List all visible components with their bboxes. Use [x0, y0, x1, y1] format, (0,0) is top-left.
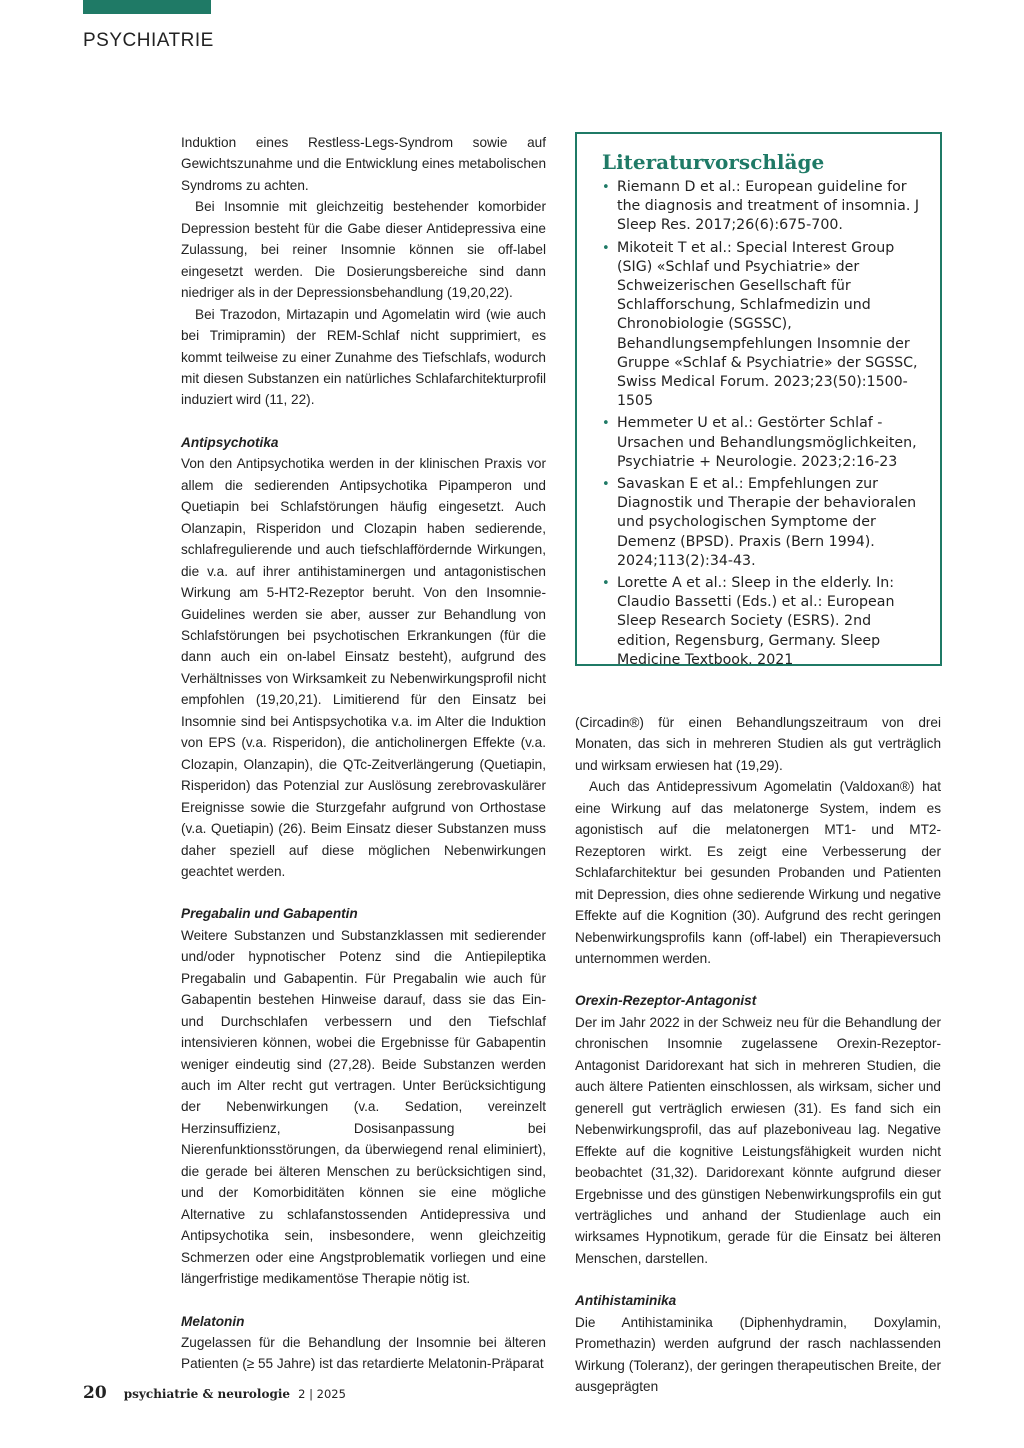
literature-item: • Riemann D et al.: European guideline for the diagnosis and treatment of insomnia. J Sleep Res. 2017;26(6):675-700. [602, 179, 920, 234]
subheading-orexin: Orexin-Rezeptor-Antagonist [575, 993, 757, 1009]
literature-box [575, 132, 942, 666]
bullet-icon: • [602, 576, 610, 592]
subheading-melatonin: Melatonin [181, 1313, 245, 1329]
paragraph: Auch das Antidepressivum Agomelatin (Valdoxan®) hat eine Wirkung auf das melatonerge System, indem es agonistisch auf die melatonergen MT1- und MT2-Rezeptoren wirkt. Es zeigt eine Verbesserung der Schlafarchitektur bei gesunden Probanden und Patienten mit Depression, dies ohne sedierende Wirkung und negative Effekte auf die Kognition (30). Aufgrund des recht geringen Nebenwirkungsprofils kann (off-label) ein Therapieversuch unternommen werden. [575, 779, 941, 966]
bullet-icon: • [602, 180, 610, 195]
paragraph: (Circadin®) für einen Behandlungszeitraum von drei Monaten, das sich in mehreren Studien als gut verträglich und wirksam erwiesen hat (19,29). [575, 715, 941, 773]
paragraph: Die Antihistaminika (Diphenhydramin, Doxylamin, Promethazin) werden aufgrund der rasch nachlassenden Wirkung (Toleranz), der geringen therapeutischen Breite, der ausgeprägten [575, 1314, 941, 1395]
page-footer [83, 1383, 346, 1403]
literature-item: • Hemmeter U et al.: Gestörter Schlaf - Ursachen und Behandlungsmöglichkeiten, Psychiatrie + Neurologie. 2023;2:16-23 [602, 415, 917, 470]
paragraph: Von den Antipsychotika werden in der klinischen Praxis vor allem die sedierenden Antipsychotika Pipamperon und Quetiapin bei Schlafstörungen häufig eingesetzt. Auch Olanzapin, Risperidon und Clozapin haben sedierende, schlafregulierende und auch tiefschlaffördernde Wirkungen, die v.a. auf ihrer antihistaminergen und antagonistischen Wirkung am 5-HT2-Rezeptor beruht. Von den Insomnie-Guidelines werden sie aber, ausser zur Behandlung von Schlafstörungen bei psychotischen Erkrankungen (für die dann auch ein on-label Einsatz besteht), aufgrund des Verhältnisses von Wirksamkeit zu Nebenwirkungsprofil nicht empfohlen (19,20,21). Limitierend für den Einsatz bei Insomnie sind bei Antispsychotika v.a. im Alter die Induktion von EPS (v.a. Risperidon), die anticholinergen Effekte (v.a. Clozapin, Olanzapin), die QTc-Zeitverlängerung (Quetiapin, Risperidon) das Potenzial zur Auslösung zerebrovaskulärer Ereignisse sowie die Sturzgefahr aufgrund von Orthostase (v.a. Quetiapin) (26). Beim Einsatz dieser Substanzen muss daher speziell auf diese möglichen Nebenwirkungen geachtet werden. [181, 456, 546, 879]
literature-item: • Mikoteit T et al.: Special Interest Group (SIG) «Schlaf und Psychiatrie» der Schweizerischen Gesellschaft für Schlafforschung, Schlafmedizin und Chronobiologie (SGSSC), Behandlungsempfehlungen Insomnie der Gruppe «Schlaf & Psychiatrie» der SGSSC, Swiss Medical Forum. 2023;23(50):1500-1505 [602, 239, 918, 410]
left-column [181, 132, 546, 1375]
paragraph: Zugelassen für die Behandlung der Insomnie bei älteren Patienten (≥ 55 Jahre) ist das retardierte Melatonin-Präparat [181, 1335, 546, 1372]
literature-list [577, 178, 940, 670]
paragraph: Bei Trazodon, Mirtazapin und Agomelatin wird (wie auch bei Trimipramin) der REM-Schlaf nicht supprimiert, es kommt teilweise zu einer Zunahme des Tiefschlafs, wodurch mit diesen Substanzen ein natürliches Schlafarchitekturprofil induziert wird (11, 22). [181, 306, 546, 408]
paragraph: Bei Insomnie mit gleichzeitig bestehender komorbider Depression besteht für die Gabe dieser Antidepressiva eine Zulassung, bei reiner Insomnie können sie off-label eingesetzt werden. Die Dosierungsbereiche sind dann niedriger als in der Depressionsbehandlung (19,20,22). [181, 199, 546, 301]
paragraph: Induktion eines Restless-Legs-Syndrom sowie auf Gewichtszunahme und die Entwicklung eines metabolischen Syndroms zu achten. [181, 135, 546, 193]
page-number: 20 [83, 1383, 107, 1403]
paragraph: Weitere Substanzen und Substanzklassen mit sedierender und/oder hypnotischer Potenz sind die Antiepileptika Pregabalin und Gabapentin. Für Pregabalin wie auch für Gabapentin bestehen Hinweise darauf, dass sie das Ein- und Durchschlafen verbessern und den Tiefschlaf intensivieren können, wobei die Ergebnisse für Gabapentin weniger eindeutig sind (27,28). Beide Substanzen werden auch im Alter recht gut vertragen. Unter Berücksichtigung der Nebenwirkungen (v.a. Sedation, vereinzelt Herzinsuffizienz, Dosisanpassung bei Nierenfunktionsstörungen, da überwiegend renal eliminiert), die gerade bei älteren Menschen zu berücksichtigen sind, und der Komorbiditäten können sie eine mögliche Alternative zu schlafanstossenden Antidepressiva und Antipsychotika sein, insbesondere, wenn gleichzeitig Schmerzen oder eine Angstproblematik vorliegen und eine längerfristige medikamentöse Therapie nötig ist. [181, 927, 546, 1287]
bullet-icon: • [602, 240, 610, 256]
bullet-icon: • [602, 416, 610, 432]
literature-box-title: Literaturvorschläge [602, 150, 825, 174]
subheading-antipsychotika: Antipsychotika [181, 434, 279, 450]
paragraph: Der im Jahr 2022 in der Schweiz neu für die Behandlung der chronischen Insomnie zugelassene Orexin-Rezeptor-Antagonist Daridorexant hat sich in mehreren Studien, die auch ältere Patienten einschlossen, als wirksam, sicher und generell gut verträglich erwiesen (31). Es fand sich ein Nebenwirkungsprofil, das auf plazeboniveau lag. Negative Effekte auf die kognitive Leistungsfähigkeit wurden nicht beobachtet (31,32). Daridorexant könnte aufgrund dieser Ergebnisse und des günstigen Nebenwirkungsprofils ein gut verträgliches und anhand der Studienlage auch ein wirksames Hypnotikum, gerade für die Einsatz bei älteren Menschen, darstellen. [575, 1014, 941, 1266]
subheading-antihistaminika: Antihistaminika [575, 1293, 677, 1309]
section-label: PSYCHIATRIE [83, 30, 214, 51]
literature-item: • Savaskan E et al.: Empfehlungen zur Diagnostik und Therapie der behavioralen und psychologischen Symptome der Demenz (BPSD). Praxis (Bern 1994). 2024;113(2):34-43. [602, 476, 917, 569]
journal-name: psychiatrie & neurologie [123, 1387, 291, 1401]
subheading-pregabalin: Pregabalin und Gabapentin [181, 906, 358, 922]
literature-item: • Lorette A et al.: Sleep in the elderly. In: Claudio Bassetti (Eds.) et al.: European Sleep Research Society (ESRS). 2nd edition, Regensburg, Germany. Sleep Medicine Textbook. 2021 [602, 575, 895, 668]
bullet-icon: • [602, 477, 610, 493]
journal-issue: 2 | 2025 [298, 1387, 346, 1401]
section-color-bar [83, 0, 211, 14]
right-column [575, 712, 941, 1398]
